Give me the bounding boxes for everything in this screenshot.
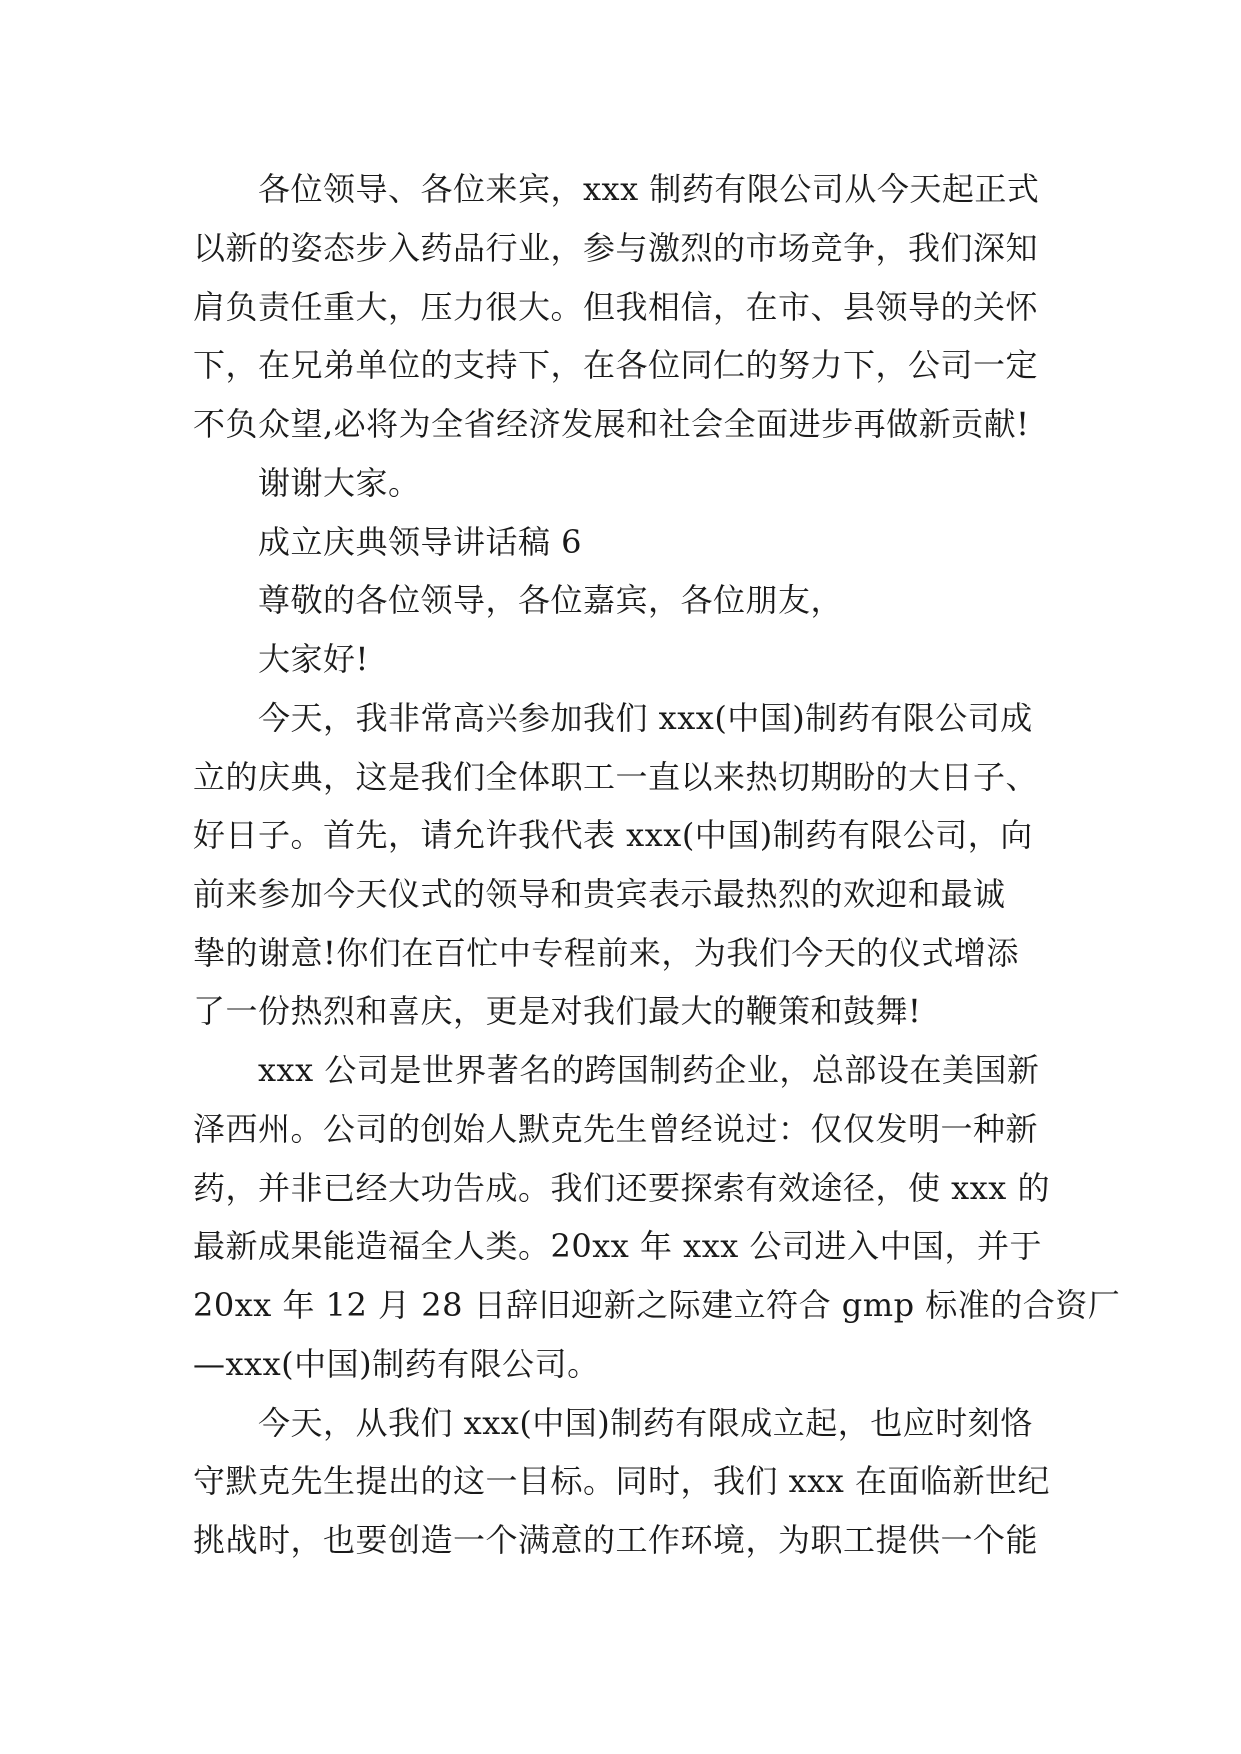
paragraph-line: 挑战时，也要创造一个满意的工作环境，为职工提供一个能 xyxy=(193,1521,1039,1559)
paragraph-line: 20xx 年 12 月 28 日辞旧迎新之际建立符合 gmp 标准的合资厂 xyxy=(193,1286,1121,1324)
paragraph-line: 泽西州。公司的创始人默克先生曾经说过：仅仅发明一种新 xyxy=(193,1110,1039,1148)
paragraph-line: 今天，我非常高兴参加我们 xxx(中国)制药有限公司成 xyxy=(258,699,1033,737)
salutation-line: 尊敬的各位领导，各位嘉宾，各位朋友， xyxy=(258,581,844,619)
paragraph-line: 挚的谢意!你们在百忙中专程前来，为我们今天的仪式增添 xyxy=(193,934,1019,972)
paragraph-line: —xxx(中国)制药有限公司。 xyxy=(193,1345,600,1383)
closing-line: 谢谢大家。 xyxy=(258,464,421,502)
paragraph-line: 好日子。首先，请允许我代表 xxx(中国)制药有限公司，向 xyxy=(193,816,1033,854)
paragraph-line: 不负众望,必将为全省经济发展和社会全面进步再做新贡献! xyxy=(193,405,1030,443)
section-heading: 成立庆典领导讲话稿 6 xyxy=(258,523,583,561)
paragraph-line: 各位领导、各位来宾，xxx 制药有限公司从今天起正式 xyxy=(258,170,1040,208)
paragraph-line: 肩负责任重大，压力很大。但我相信，在市、县领导的关怀 xyxy=(193,288,1039,326)
paragraph-line: xxx 公司是世界著名的跨国制药企业，总部设在美国新 xyxy=(258,1051,1040,1089)
greeting-line: 大家好! xyxy=(258,640,369,678)
paragraph-line: 了一份热烈和喜庆，更是对我们最大的鞭策和鼓舞! xyxy=(193,992,922,1030)
paragraph-line: 守默克先生提出的这一目标。同时，我们 xxx 在面临新世纪 xyxy=(193,1462,1050,1500)
paragraph-line: 立的庆典，这是我们全体职工一直以来热切期盼的大日子、 xyxy=(193,758,1039,796)
paragraph-line: 最新成果能造福全人类。20xx 年 xxx 公司进入中国，并于 xyxy=(193,1227,1042,1265)
paragraph-line: 今天，从我们 xxx(中国)制药有限成立起，也应时刻恪 xyxy=(258,1404,1033,1442)
paragraph-line: 药，并非已经大功告成。我们还要探索有效途径，使 xxx 的 xyxy=(193,1169,1050,1207)
paragraph-line: 以新的姿态步入药品行业，参与激烈的市场竞争，我们深知 xyxy=(193,229,1039,267)
paragraph-line: 下，在兄弟单位的支持下，在各位同仁的努力下，公司一定 xyxy=(193,346,1039,384)
paragraph-line: 前来参加今天仪式的领导和贵宾表示最热烈的欢迎和最诚 xyxy=(193,875,1006,913)
